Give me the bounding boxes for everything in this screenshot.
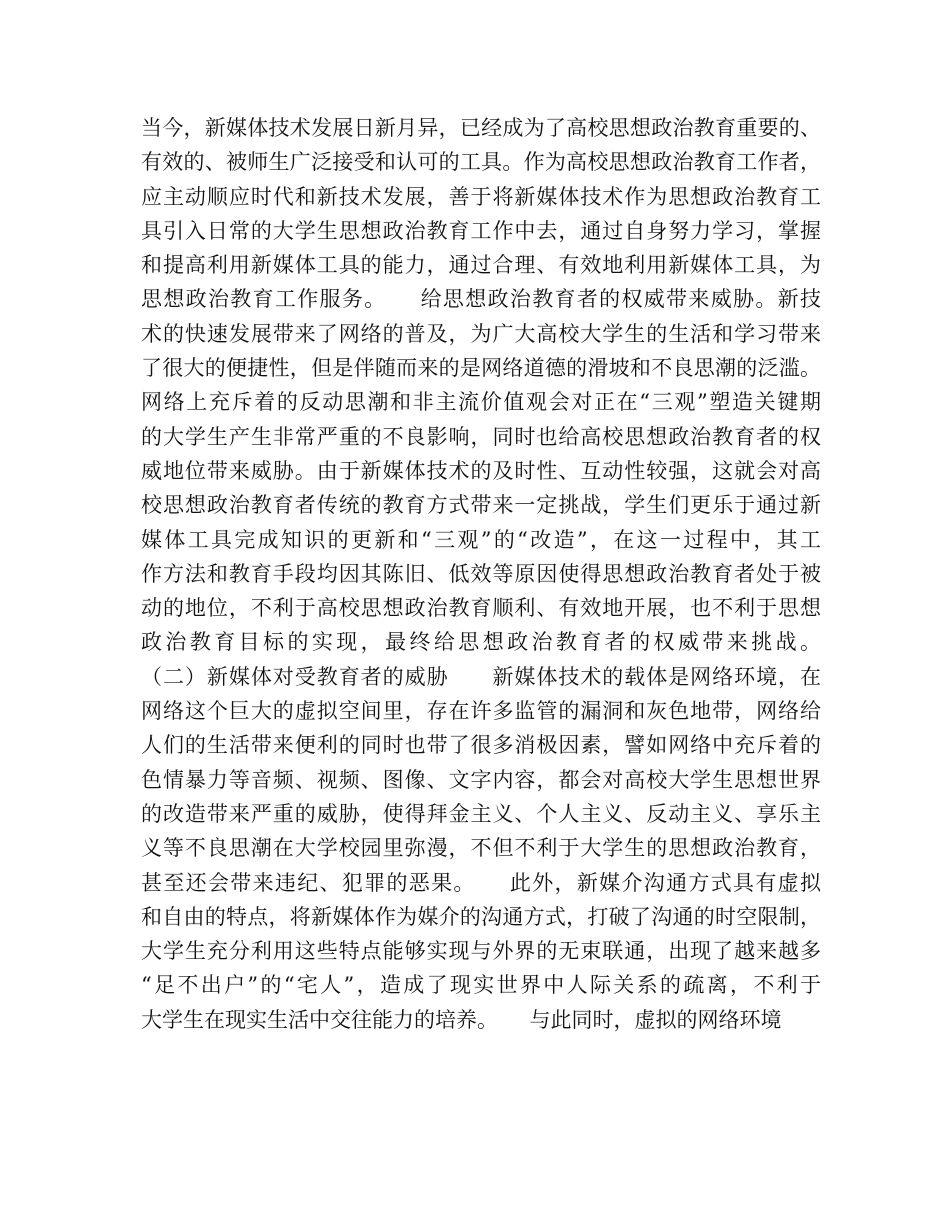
text-line: “足不出户”的“宅人”，造成了现实世界中人际关系的疏离，不利于 bbox=[141, 973, 821, 998]
text-line: 义等不良思潮在大学校园里弥漫，不但不利于大学生的思想政治教育， bbox=[141, 836, 821, 861]
text-line: 校思想政治教育者传统的教育方式带来一定挑战，学生们更乐于通过新 bbox=[141, 493, 821, 518]
text-line: 网络这个巨大的虚拟空间里，存在许多监管的漏洞和灰色地带，网络给 bbox=[141, 699, 821, 724]
text-line: 有效的、被师生广泛接受和认可的工具。作为高校思想政治教育工作者， bbox=[141, 150, 821, 175]
text-line: 了很大的便捷性，但是伴随而来的是网络道德的滑坡和不良思潮的泛滥。 bbox=[141, 356, 821, 381]
text-line: 应主动顺应时代和新技术发展，善于将新媒体技术作为思想政治教育工 bbox=[141, 184, 821, 209]
text-line: 的大学生产生非常严重的不良影响，同时也给高校思想政治教育者的权 bbox=[141, 424, 821, 449]
body-text bbox=[141, 111, 821, 1037]
text-line: 和提高利用新媒体工具的能力，通过合理、有效地利用新媒体工具，为 bbox=[141, 253, 821, 278]
text-line: 和自由的特点，将新媒体作为媒介的沟通方式，打破了沟通的时空限制， bbox=[141, 904, 821, 929]
text-line: 媒体工具完成知识的更新和“三观”的“改造”，在这一过程中，其工 bbox=[141, 527, 821, 552]
text-line: 甚至还会带来违纪、犯罪的恶果。 此外，新媒介沟通方式具有虚拟 bbox=[141, 870, 821, 895]
text-line: 思想政治教育工作服务。 给思想政治教育者的权威带来威胁。新技 bbox=[141, 287, 821, 312]
text-line: 政治教育目标的实现，最终给思想政治教育者的权威带来挑战。 bbox=[141, 630, 821, 655]
text-line: 术的快速发展带来了网络的普及，为广大高校大学生的生活和学习带来 bbox=[141, 321, 821, 346]
text-line: 动的地位，不利于高校思想政治教育顺利、有效地开展，也不利于思想 bbox=[141, 596, 821, 621]
text-line: 人们的生活带来便利的同时也带了很多消极因素，譬如网络中充斥着的 bbox=[141, 733, 821, 758]
text-line: 作方法和教育手段均因其陈旧、低效等原因使得思想政治教育者处于被 bbox=[141, 561, 821, 586]
text-line: 具引入日常的大学生思想政治教育工作中去，通过自身努力学习，掌握 bbox=[141, 218, 821, 243]
text-line: 当今，新媒体技术发展日新月异，已经成为了高校思想政治教育重要的、 bbox=[141, 116, 821, 140]
text-line: 的改造带来严重的威胁，使得拜金主义、个人主义、反动主义、享乐主 bbox=[141, 801, 821, 826]
text-line: 威地位带来威胁。由于新媒体技术的及时性、互动性较强，这就会对高 bbox=[141, 458, 821, 483]
text-line: （二）新媒体对受教育者的威胁 新媒体技术的载体是网络环境，在 bbox=[141, 664, 821, 689]
text-line: 大学生在现实生活中交往能力的培养。 与此同时，虚拟的网络环境 bbox=[141, 1007, 782, 1032]
text-line: 大学生充分利用这些特点能够实现与外界的无束联通，出现了越来越多 bbox=[141, 939, 821, 964]
text-line: 网络上充斥着的反动思潮和非主流价值观会对正在“三观”塑造关键期 bbox=[141, 390, 821, 415]
text-line: 色情暴力等音频、视频、图像、文字内容，都会对高校大学生思想世界 bbox=[141, 767, 821, 792]
